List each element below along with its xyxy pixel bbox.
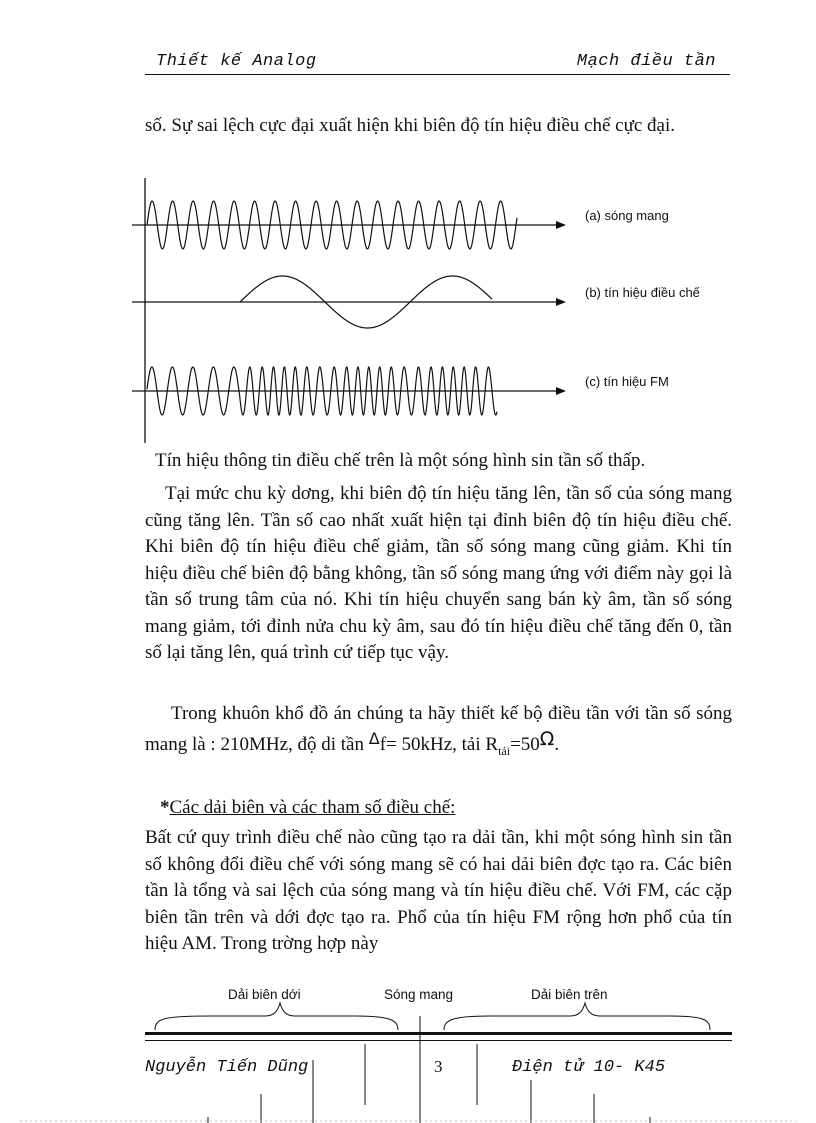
paragraph-design-spec bbox=[145, 699, 732, 766]
header-title-right: Mạch điều tần bbox=[576, 52, 716, 71]
delta-symbol: Δ bbox=[368, 729, 380, 748]
arrow-carrier bbox=[556, 221, 566, 229]
label-carrier: (a) sóng mang bbox=[585, 208, 669, 223]
figure-caption: Tín hiệu thông tin điều chế trên là một sóng hình sin tần số thấp. bbox=[155, 450, 646, 471]
footer-author: Nguyễn Tiến Dũng bbox=[145, 1058, 309, 1077]
load-subscript: tải bbox=[498, 743, 511, 758]
spectrum-baseline bbox=[145, 1032, 732, 1035]
header-title-left: Thiết kế Analog bbox=[156, 52, 317, 71]
label-modulating: (b) tín hiệu điều chế bbox=[585, 285, 700, 300]
paragraph-intro: số. Sự sai lệch cực đại xuất hiện khi biên độ tín hiệu điều chế cực đại. bbox=[145, 115, 676, 136]
label-lower-sideband: Dải biên dới bbox=[228, 987, 301, 1002]
brace-lower-sideband bbox=[155, 1003, 398, 1030]
label-fm: (c) tín hiệu FM bbox=[585, 374, 669, 389]
design-spec-text-a: Trong khuôn khổ đồ án chúng ta hãy thiết kế bộ điều tần với tần số sóng mang là : 210MHz, độ di tần bbox=[145, 703, 732, 755]
paragraph-sidebands bbox=[145, 799, 732, 958]
subheading-star: * bbox=[160, 797, 170, 818]
paragraph-sidebands-text: Bất cứ quy trình điều chế nào cũng tạo ra dải tần, khi một sóng hình sin tần số không đổi điều chế với sóng mang sẽ có hai dải biên đợc tạo ra. Các biên tần là tổng và sai lệch của sóng mang và tín hiệu điều chế. Với FM, các cặp biên tần trên và dới đợc tạo ra. Phổ của tín hiệu FM rộng hơn phổ của tín hiệu AM. Trong trờng hợp này bbox=[145, 827, 732, 954]
footer-course: Điện tử 10- K45 bbox=[512, 1058, 666, 1077]
design-spec-text-c: =50 bbox=[510, 734, 540, 755]
design-spec-end: . bbox=[554, 734, 560, 755]
page-number: 3 bbox=[434, 1057, 443, 1076]
label-upper-sideband: Dải biên trên bbox=[531, 987, 608, 1002]
arrow-fm bbox=[556, 387, 566, 395]
arrow-modulating bbox=[556, 298, 566, 306]
brace-upper-sideband bbox=[444, 1003, 710, 1030]
omega-symbol: Ω bbox=[539, 728, 555, 750]
label-carrier-spectrum: Sóng mang bbox=[384, 987, 454, 1002]
paragraph-explanation: Tại mức chu kỳ dơng, khi biên độ tín hiệu tăng lên, tần số của sóng mang cũng tăng lên. Tần số cao nhất xuất hiện tại đỉnh biên độ tín hiệu điều chế. Khi biên độ tín hiệu điều chế giảm, tần số sóng mang cũng giảm. Khi tín hiệu điều chế biên độ bằng không, tần số sóng mang ứng với điểm này gọi là tần số trung tâm của nó. Khi tín hiệu chuyển sang bán kỳ âm, tần số sóng mang giảm, tới đỉnh nửa chu kỳ âm, sau đó tín hiệu điều chế tăng đến 0, tần số lại tăng lên, quá trình cứ tiếp tục vậy. bbox=[145, 483, 732, 663]
subheading-text: Các dải biên và các tham số điều chế: bbox=[169, 797, 456, 818]
design-spec-text-b: f= 50kHz, tải R bbox=[379, 734, 499, 755]
spectrum-baseline-thin bbox=[145, 1040, 732, 1041]
